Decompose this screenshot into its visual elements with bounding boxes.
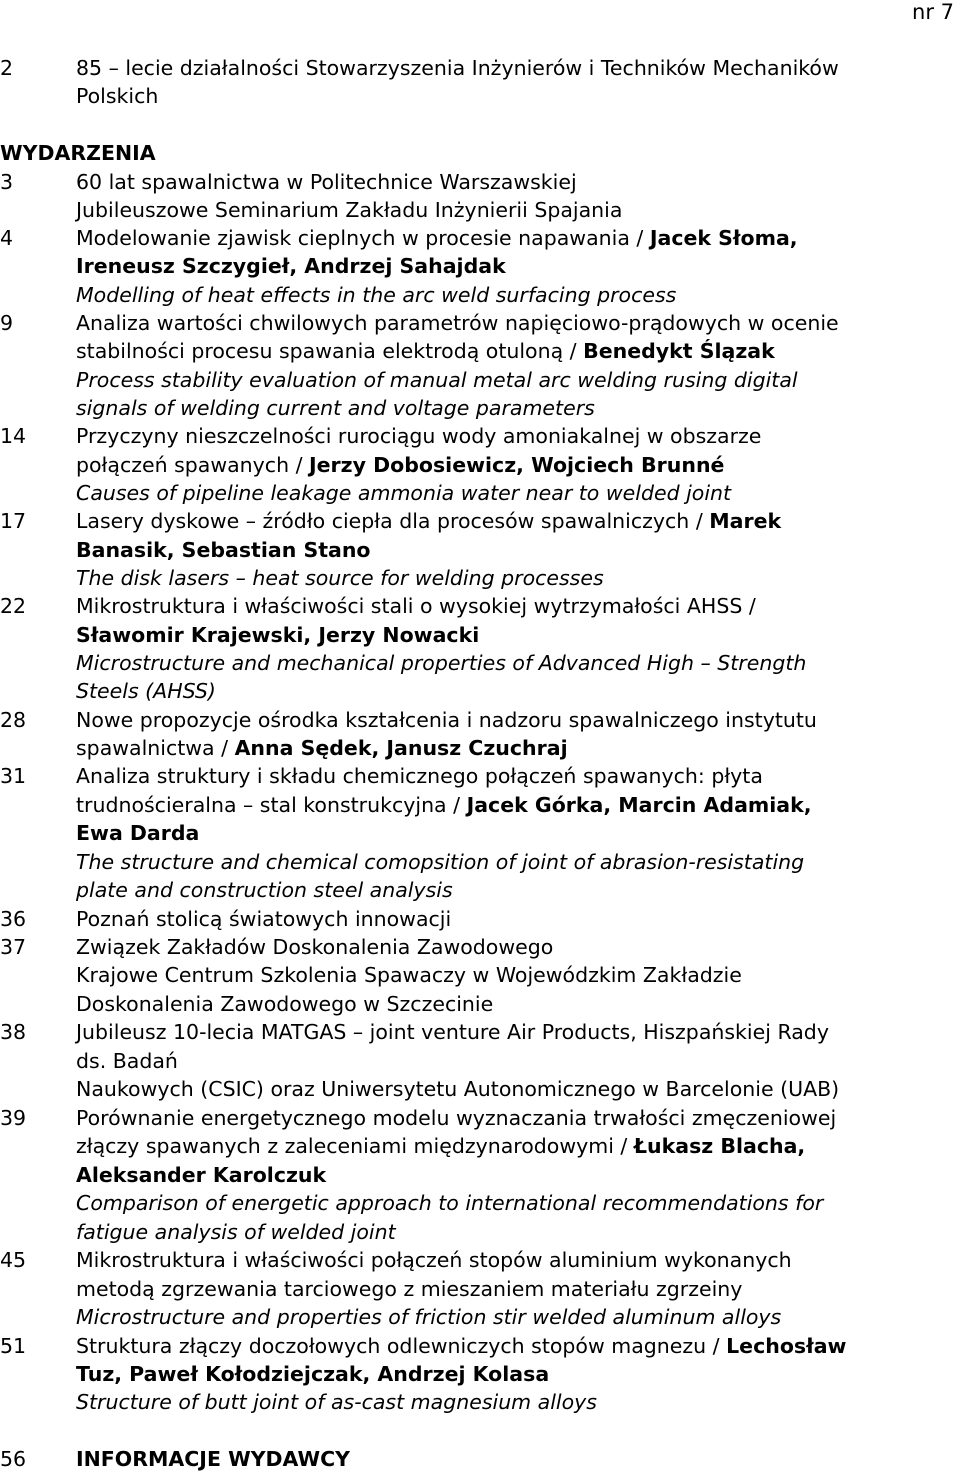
toc-title-continued: złączy spawanych z zaleceniami międzynarodowymi / bbox=[76, 1134, 628, 1158]
toc-english-title: Microstructure and mechanical properties of Advanced High – Strength bbox=[76, 651, 807, 675]
toc-authors: Marek bbox=[709, 509, 782, 533]
toc-title: Porównanie energetycznego modelu wyznaczania trwałości zmęczeniowej bbox=[76, 1106, 837, 1130]
toc-title-continued: Naukowych (CSIC) oraz Uniwersytetu Autonomicznego w Barcelonie (UAB) bbox=[76, 1077, 840, 1101]
toc-english-title: fatigue analysis of welded joint bbox=[76, 1220, 396, 1244]
toc-title-continued: Krajowe Centrum Szkolenia Spawaczy w Wojewódzkim Zakładzie bbox=[76, 963, 742, 987]
toc-title: Analiza struktury i składu chemicznego połączeń spawanych: płyta bbox=[76, 764, 763, 788]
toc-title: 85 – lecie działalności Stowarzyszenia Inżynierów i Techników Mechaników bbox=[76, 56, 839, 80]
toc-title: Przyczyny nieszczelności rurociągu wody amoniakalnej w obszarze bbox=[76, 424, 762, 448]
section-heading: WYDARZENIA bbox=[0, 141, 156, 165]
toc-page-number: 36 bbox=[0, 907, 27, 931]
toc-title-continued: ds. Badań bbox=[76, 1049, 178, 1073]
toc-title-continued: spawalnictwa / bbox=[76, 736, 229, 760]
toc-title: Struktura złączy doczołowych odlewniczych stopów magnezu / bbox=[76, 1334, 720, 1358]
toc-title-continued: połączeń spawanych / bbox=[76, 453, 303, 477]
toc-title: Jubileusz 10-lecia MATGAS – joint venture Air Products, Hiszpańskiej Rady bbox=[76, 1020, 829, 1044]
toc-page-number: 56 bbox=[0, 1447, 27, 1471]
toc-english-title: plate and construction steel analysis bbox=[76, 878, 453, 902]
toc-english-title: The disk lasers – heat source for welding processes bbox=[76, 566, 604, 590]
toc-authors: Aleksander Karolczuk bbox=[76, 1163, 327, 1187]
toc-page-number: 31 bbox=[0, 764, 27, 788]
toc-page-number: 9 bbox=[0, 311, 14, 335]
toc-page-number: 37 bbox=[0, 935, 27, 959]
toc-english-title: Comparison of energetic approach to international recommendations for bbox=[76, 1191, 824, 1215]
toc-title: Mikrostruktura i właściwości stali o wysokiej wytrzymałości AHSS / bbox=[76, 594, 756, 618]
issue-number: nr 7 bbox=[912, 0, 954, 24]
toc-page-number: 3 bbox=[0, 170, 14, 194]
toc-english-title: Structure of butt joint of as-cast magnesium alloys bbox=[76, 1390, 597, 1414]
toc-authors: Ewa Darda bbox=[76, 821, 200, 845]
toc-title: 60 lat spawalnictwa w Politechnice Warszawskiej bbox=[76, 170, 577, 194]
toc-page-number: 14 bbox=[0, 424, 27, 448]
toc-authors: Jerzy Dobosiewicz, Wojciech Brunné bbox=[309, 453, 725, 477]
toc-title: Modelowanie zjawisk cieplnych w procesie napawania / bbox=[76, 226, 644, 250]
toc-authors: Ireneusz Szczygieł, Andrzej Sahajdak bbox=[76, 254, 506, 278]
toc-title-continued: metodą zgrzewania tarciowego z mieszaniem materiału zgrzeiny bbox=[76, 1277, 743, 1301]
toc-authors: Lechosław bbox=[726, 1334, 847, 1358]
toc-english-title: signals of welding current and voltage parameters bbox=[76, 396, 595, 420]
toc-page-number: 39 bbox=[0, 1106, 27, 1130]
toc-english-title: Microstructure and properties of friction stir welded aluminum alloys bbox=[76, 1305, 782, 1329]
toc-title-continued: Polskich bbox=[76, 84, 159, 108]
toc-authors: Łukasz Blacha, bbox=[633, 1134, 806, 1158]
toc-title: Poznań stolicą światowych innowacji bbox=[76, 907, 452, 931]
toc-page-number: 17 bbox=[0, 509, 27, 533]
toc-authors: Benedykt Ślązak bbox=[583, 339, 775, 363]
toc-page-number: 51 bbox=[0, 1334, 27, 1358]
toc-title-continued: stabilności procesu spawania elektrodą otuloną / bbox=[76, 339, 577, 363]
toc-page-number: 45 bbox=[0, 1248, 27, 1272]
toc-english-title: Modelling of heat effects in the arc weld surfacing process bbox=[76, 283, 677, 307]
toc-page-number: 38 bbox=[0, 1020, 27, 1044]
toc-title: Nowe propozycje ośrodka kształcenia i nadzoru spawalniczego instytutu bbox=[76, 708, 817, 732]
toc-authors: Anna Sędek, Janusz Czuchraj bbox=[234, 736, 568, 760]
toc-title: Związek Zakładów Doskonalenia Zawodowego bbox=[76, 935, 554, 959]
toc-title: Lasery dyskowe – źródło ciepła dla procesów spawalniczych / bbox=[76, 509, 703, 533]
toc-authors: Jacek Słoma, bbox=[649, 226, 798, 250]
toc-title: Mikrostruktura i właściwości połączeń stopów aluminium wykonanych bbox=[76, 1248, 792, 1272]
toc-page-number: 2 bbox=[0, 56, 14, 80]
toc-page-number: 28 bbox=[0, 708, 27, 732]
toc-title: Analiza wartości chwilowych parametrów napięciowo-prądowych w ocenie bbox=[76, 311, 839, 335]
toc-page-number: 4 bbox=[0, 226, 14, 250]
toc-english-title: The structure and chemical comopsition of joint of abrasion-resistating bbox=[76, 850, 805, 874]
toc-authors: Jacek Górka, Marcin Adamiak, bbox=[466, 793, 812, 817]
toc-authors: Banasik, Sebastian Stano bbox=[76, 538, 371, 562]
toc-english-title: Process stability evaluation of manual metal arc welding rusing digital bbox=[76, 368, 798, 392]
toc-title-continued: trudnościeralna – stal konstrukcyjna / bbox=[76, 793, 461, 817]
toc-english-title: Steels (AHSS) bbox=[76, 679, 216, 703]
toc-authors: Sławomir Krajewski, Jerzy Nowacki bbox=[76, 623, 480, 647]
toc-authors: Tuz, Paweł Kołodziejczak, Andrzej Kolasa bbox=[76, 1362, 550, 1386]
toc-title-continued: Jubileuszowe Seminarium Zakładu Inżynierii Spajania bbox=[76, 198, 623, 222]
toc-page-number: 22 bbox=[0, 594, 27, 618]
toc-english-title: Causes of pipeline leakage ammonia water near to welded joint bbox=[76, 481, 732, 505]
toc-title: INFORMACJE WYDAWCY bbox=[76, 1447, 350, 1471]
toc-title-continued: Doskonalenia Zawodowego w Szczecinie bbox=[76, 992, 494, 1016]
